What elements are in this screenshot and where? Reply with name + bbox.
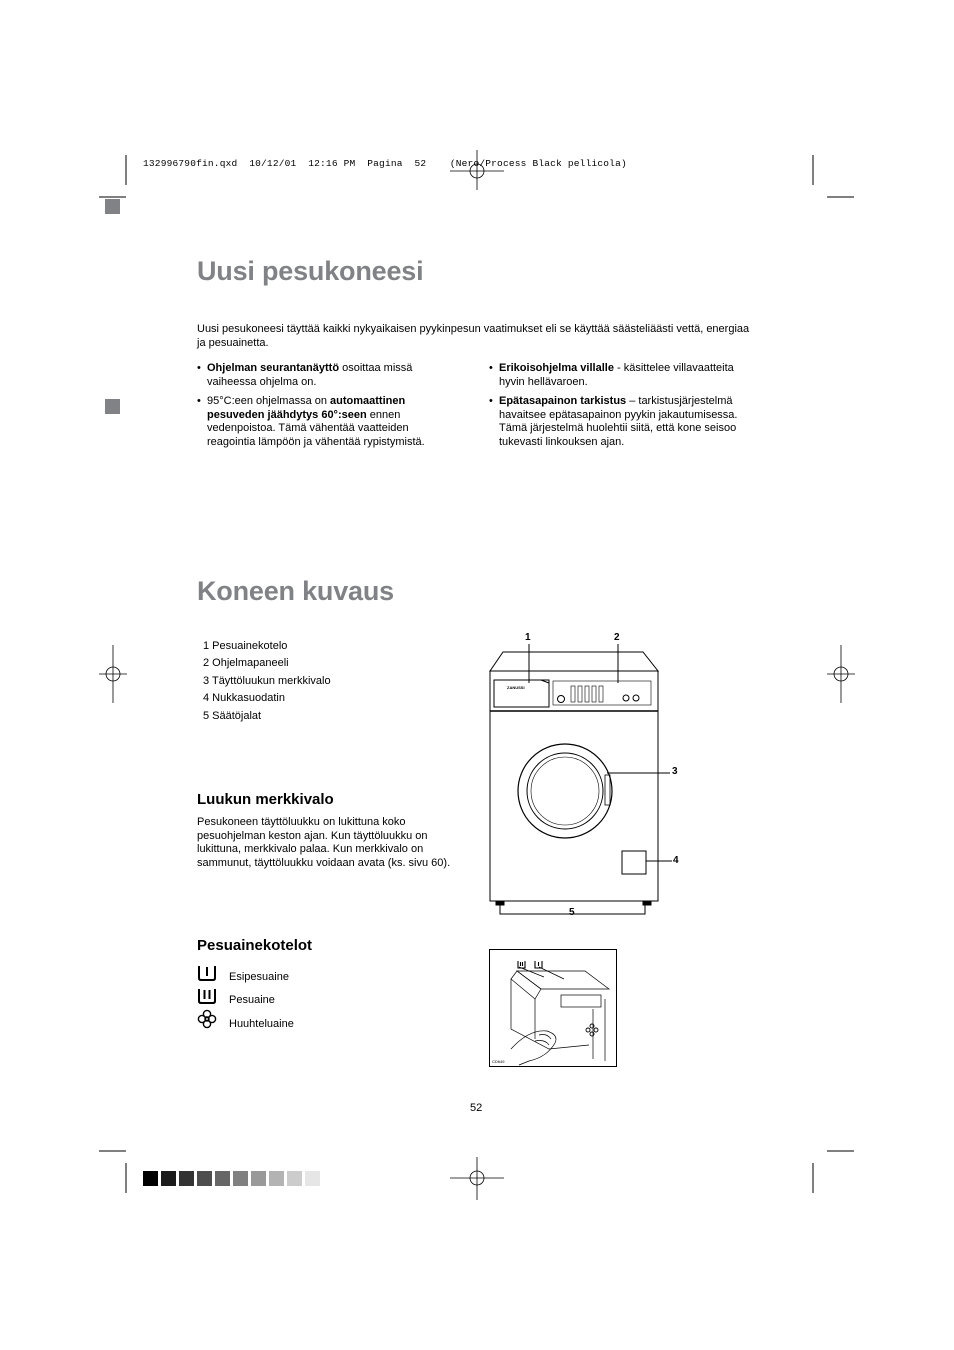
parts-list	[203, 640, 331, 727]
flower-softener-icon	[197, 1009, 217, 1029]
callout-1: 1	[525, 632, 531, 643]
color-swatch	[143, 1171, 158, 1186]
drawer-code: CD649	[492, 1059, 505, 1064]
detergent-row-softener	[197, 1008, 294, 1030]
features-right-column	[489, 362, 751, 455]
feature-text: osoittaa missä vaiheessa ohjelma on.	[207, 362, 413, 388]
section-title-new-machine: Uusi pesukoneesi	[197, 256, 424, 286]
color-swatch	[305, 1171, 320, 1186]
feature-text: ennen vedenpoistoa. Tämä vähentää vaatteiden reagointia lämpöön ja vähentää rypistymistä.	[207, 408, 425, 448]
callout-2: 2	[614, 632, 620, 643]
feature-text: – tarkistusjärjestelmä havaitsee epätasapainon pyykin jakautumisessa. Tämä järjestelmä huolehtii siitä, että kone seisoo tukevasti linkouksen ajan.	[499, 395, 738, 448]
detergent-label: Pesuaine	[229, 994, 275, 1006]
parts-list-item: 3 Täyttöluukun merkkivalo	[203, 674, 331, 687]
registration-target-left	[99, 645, 127, 703]
prewash-cup-icon	[197, 964, 217, 982]
parts-list-item: 5 Säätöjalat	[203, 709, 262, 722]
intro-paragraph: Uusi pesukoneesi täyttää kaikki nykyaikaisen pyykinpesun vaatimukset eli se käyttää säästeliäästi vettä, energiaa ja pesuainetta.	[197, 323, 750, 349]
color-swatch	[233, 1171, 248, 1186]
detergent-row-prewash	[197, 963, 289, 983]
mainwash-cup-icon	[197, 987, 217, 1005]
detergent-heading: Pesuainekotelot	[197, 937, 313, 954]
feature-bold: Epätasapainon tarkistus	[499, 395, 627, 407]
color-swatch	[269, 1171, 284, 1186]
detergent-drawer-illustration	[489, 949, 618, 1069]
callout-3: 3	[672, 766, 678, 777]
detergent-label: Huuhteluaine	[229, 1018, 294, 1030]
feature-bold: Ohjelman seurantanäyttö	[207, 362, 340, 374]
feature-bullet	[197, 395, 447, 449]
section-title-machine-description: Koneen kuvaus	[197, 576, 394, 606]
washing-machine-illustration	[485, 628, 685, 920]
registration-target-bottom	[450, 1157, 504, 1200]
feature-bullet	[197, 362, 447, 389]
printer-slug-line: 132996790fin.qxd 10/12/01 12:16 PM Pagina 52 (Nero/Process Black pellicola)	[143, 158, 627, 169]
callout-4: 4	[673, 855, 679, 866]
feature-pre: 95°C:een ohjelmassa on	[207, 395, 331, 407]
registration-target-right	[827, 645, 855, 703]
detergent-label: Esipesuaine	[229, 971, 289, 983]
detergent-row-mainwash	[197, 986, 275, 1006]
color-swatch	[179, 1171, 194, 1186]
door-light-heading: Luukun merkkivalo	[197, 791, 334, 808]
color-swatch	[161, 1171, 176, 1186]
feature-bullet	[489, 395, 751, 449]
feature-bold: automaattinen pesuveden jäähdytys 60°:seen	[207, 395, 406, 421]
page-number: 52	[470, 1102, 483, 1114]
feature-bullet	[489, 362, 751, 389]
color-swatch	[251, 1171, 266, 1186]
color-swatch	[215, 1171, 230, 1186]
section-marker-middle	[105, 399, 120, 414]
door-light-paragraph: Pesukoneen täyttöluukku on lukittuna koko pesuohjelman keston ajan. Kun täyttöluukku on lukittuna, merkkivalo palaa. Kun merkkivalo on sammunut, täyttöluukku voidaan avata (ks. sivu 60).	[197, 816, 451, 869]
feature-bold: Erikoisohjelma villalle	[499, 362, 614, 374]
callout-5: 5	[569, 907, 575, 918]
parts-list-item: 2 Ohjelmapaneeli	[203, 657, 289, 670]
parts-list-item: 1 Pesuainekotelo	[203, 640, 288, 652]
features-left-column	[197, 362, 447, 455]
color-swatch	[197, 1171, 212, 1186]
color-swatch	[287, 1171, 302, 1186]
feature-text: - käsittelee villavaatteita hyvin hellävaroen.	[499, 362, 734, 388]
registration-target-top	[450, 150, 504, 190]
parts-list-item: 4 Nukkasuodatin	[203, 692, 285, 705]
section-marker-top	[105, 199, 120, 214]
machine-logo: ZANUSSI	[507, 685, 525, 690]
